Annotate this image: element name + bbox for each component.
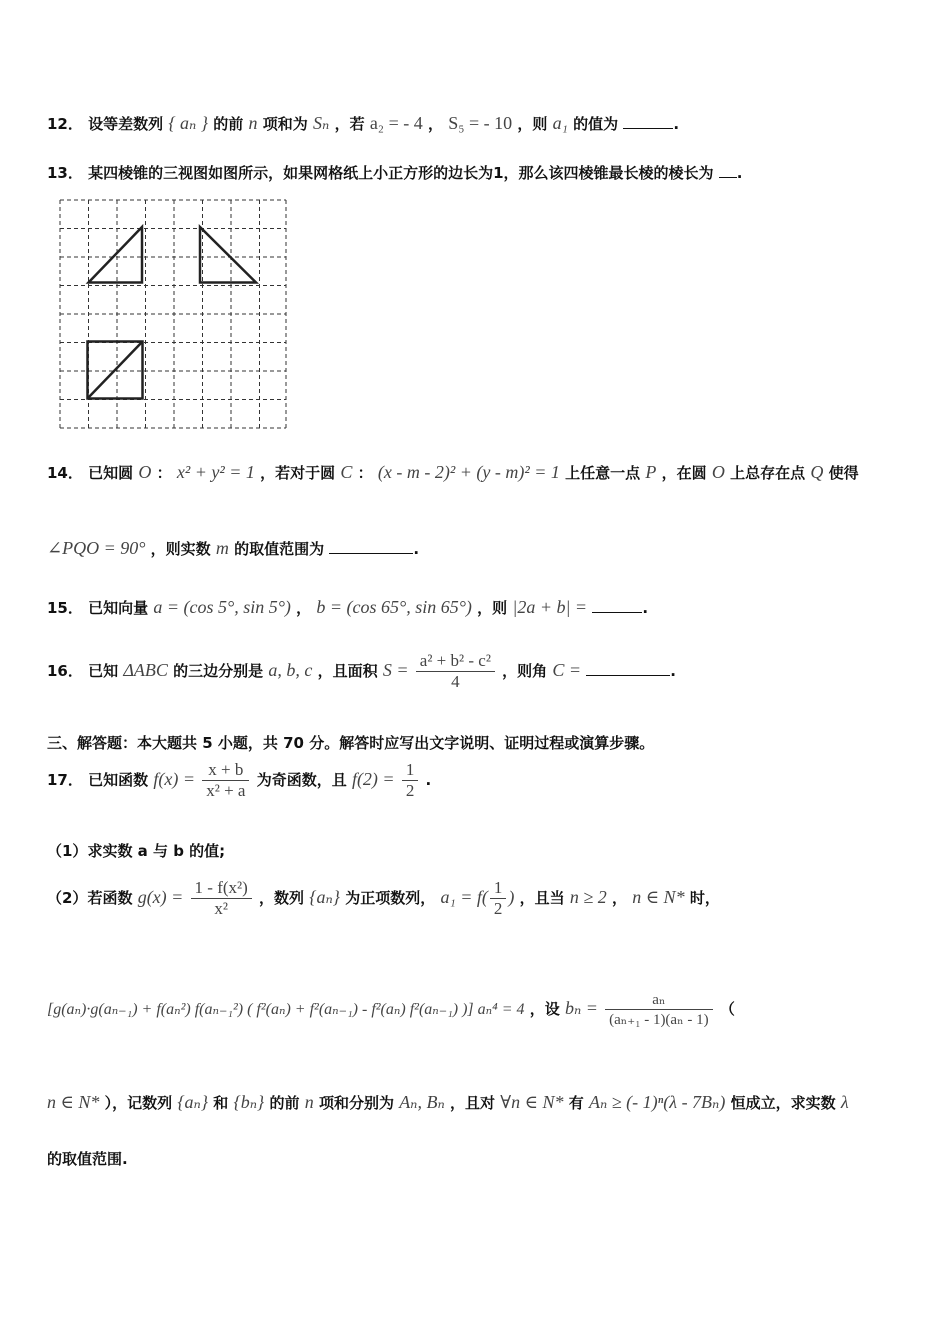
q14-end: . [413, 540, 420, 558]
q14-number: 14． [47, 464, 83, 482]
q17-sums: Aₙ, Bₙ [399, 1092, 445, 1112]
fraction-numerator: 1 - f(x²) [194, 878, 248, 897]
part-text: 项和分别为 [318, 1094, 394, 1112]
q14-text: 上总存在点 [730, 464, 806, 482]
q13-number: 13． [47, 164, 83, 182]
q12-cond-a2: a₂ = - 4 [369, 113, 423, 133]
question-14-cont [47, 538, 419, 559]
part-text: ，且对 [450, 1094, 496, 1112]
q14-circle-o-eq: x² + y² = 1 [176, 462, 255, 482]
fraction-numerator: x + b [208, 760, 244, 779]
q17-text: 为奇函数，且 [256, 771, 347, 789]
q17-a1-close: ) [508, 887, 515, 907]
part-text: 恒成立，求实数 [730, 1094, 836, 1112]
answer-blank [586, 661, 670, 676]
q15-end: . [642, 599, 649, 617]
fraction-denominator: x² + a [202, 780, 249, 801]
q17-g-fraction [191, 878, 252, 919]
part-text: ，且当 [519, 889, 565, 907]
q17-var-n: n [304, 1092, 314, 1112]
q14-text: ，若对于圆 [260, 464, 336, 482]
q14-var-o: O [711, 462, 725, 482]
q17-part-2-line-4 [47, 1148, 128, 1169]
q13-end: . [736, 164, 743, 182]
section-heading: 三、解答题：本大题共 5 小题，共 70 分。解答时应写出文字说明、证明过程或演算步骤。 [47, 734, 655, 752]
part-text: 时， [689, 889, 720, 907]
q17-a1-label: a₁ = f( [440, 887, 488, 907]
q17-a1-fraction [490, 878, 507, 919]
q17-part-2-line-3 [47, 1092, 849, 1113]
q17-seq-bn: {bₙ} [233, 1092, 265, 1112]
part-text: 求实数 a 与 b 的值; [87, 842, 226, 860]
fraction-denominator: x² [191, 898, 252, 919]
fraction-numerator: aₙ [652, 992, 666, 1008]
question-12 [47, 113, 679, 134]
part-text: 和 [213, 1094, 229, 1112]
q14-var-m: m [215, 538, 229, 558]
part-text: ， [611, 889, 627, 907]
question-14 [47, 462, 859, 483]
q16-text: 的三边分别是 [173, 662, 264, 680]
question-16 [47, 651, 676, 692]
q17-part-2-line-2 [47, 990, 735, 1029]
three-view-figure [58, 198, 288, 436]
q12-end: . [673, 115, 680, 133]
q16-number: 16． [47, 662, 83, 680]
part-text: 的前 [269, 1094, 300, 1112]
q17-f-fraction [202, 760, 249, 801]
q17-recurrence: [g(aₙ)·g(aₙ₋₁) + f(aₙ²) f(aₙ₋₁²) ( f²(aₙ) + f²(aₙ₋₁) - f²(aₙ) f²(aₙ₋₁) )] aₙ⁴ = 4 [47, 1001, 525, 1018]
part-text: ），记数列 [104, 1094, 173, 1112]
q16-angle-c: C = [552, 660, 582, 680]
q17-f2-fraction [402, 760, 419, 801]
q12-number: 12． [47, 115, 83, 133]
q17-number: 17． [47, 771, 83, 789]
q12-var-sn: Sₙ [313, 113, 330, 133]
q14-text: 的取值范围为 [234, 540, 325, 558]
q17-bn-label: bₙ = [564, 998, 598, 1018]
q17-f-label: f(x) = [153, 769, 195, 789]
q12-text: 项和为 [262, 115, 308, 133]
q14-text: 使得 [828, 464, 859, 482]
q14-text: ： [357, 464, 373, 482]
q12-var-a1: a₁ [552, 113, 568, 133]
q16-sides: a, b, c [268, 660, 313, 680]
q14-var-p: P [645, 462, 657, 482]
q15-text: ，则 [477, 599, 508, 617]
q12-text: 设等差数列 [88, 115, 164, 133]
q14-var-o: O [138, 462, 152, 482]
q17-part-1 [47, 840, 225, 861]
q14-text: ： [156, 464, 172, 482]
part-text: 的取值范围. [47, 1150, 128, 1168]
q12-cond-s5: S₅ = - 10 [448, 113, 513, 133]
top-view-diagonal [88, 342, 143, 399]
q12-text: 的前 [213, 115, 244, 133]
q17-part-2 [47, 878, 720, 919]
q12-text: ， [427, 115, 443, 133]
part-label: （2） [47, 889, 88, 907]
q17-n-in-n: n ∈ N* [47, 1092, 100, 1112]
three-view-grid [58, 198, 288, 432]
fraction-denominator: 4 [416, 671, 495, 692]
front-view-triangle [89, 227, 143, 283]
q14-text: ，在圆 [661, 464, 707, 482]
fraction-denominator: 2 [490, 898, 507, 919]
fraction-denominator: 2 [402, 780, 419, 801]
q16-text: 已知 [88, 662, 119, 680]
question-13 [47, 162, 743, 183]
answer-blank [592, 598, 642, 613]
q13-text: 某四棱锥的三视图如图所示，如果网格纸上小正方形的边长为1，那么该四棱锥最长棱的棱长为 [88, 164, 714, 182]
q14-text: ，则实数 [150, 540, 211, 558]
q15-vector-a: a = (cos 5°, sin 5°) [153, 597, 291, 617]
q17-f2-label: f(2) = [351, 769, 395, 789]
q17-bn-fraction [605, 990, 712, 1029]
q12-text: ，则 [517, 115, 548, 133]
q17-seq-an: {aₙ} [309, 887, 340, 907]
part-text: ，设 [529, 1000, 560, 1018]
part-text: ，数列 [259, 889, 305, 907]
q12-seq: { aₙ } [168, 113, 209, 133]
fraction-denominator: (aₙ₊₁ - 1)(aₙ - 1) [605, 1009, 712, 1029]
fraction-numerator: 1 [493, 878, 503, 897]
q12-var-n: n [248, 113, 258, 133]
q14-angle: ∠PQO = 90° [47, 538, 146, 558]
q12-text: 的值为 [573, 115, 619, 133]
q17-inequality: Aₙ ≥ (- 1)ⁿ(λ - 7Bₙ) [588, 1092, 726, 1112]
answer-blank [329, 539, 413, 554]
question-17 [47, 760, 431, 801]
q14-text: 已知圆 [88, 464, 134, 482]
fraction-numerator: 1 [405, 760, 415, 779]
q17-forall: ∀n ∈ N* [500, 1092, 564, 1112]
question-15 [47, 597, 648, 618]
q15-vector-b: b = (cos 65°, sin 65°) [316, 597, 472, 617]
q12-text: ，若 [334, 115, 365, 133]
q16-triangle: ΔABC [123, 660, 168, 680]
part-text: 为正项数列， [345, 889, 436, 907]
q14-circle-c-eq: (x - m - 2)² + (y - m)² = 1 [377, 462, 560, 482]
q14-var-q: Q [810, 462, 824, 482]
q17-cond: n ≥ 2 [569, 887, 607, 907]
part-text: 有 [568, 1094, 584, 1112]
part-text: 若函数 [87, 889, 133, 907]
q16-text: ，则角 [502, 662, 548, 680]
q15-text: ， [296, 599, 312, 617]
side-view-triangle [200, 227, 256, 283]
answer-blank [623, 114, 673, 129]
q16-area-label: S = [382, 660, 409, 680]
q16-area-fraction [416, 651, 495, 692]
q17-g-label: g(x) = [137, 887, 184, 907]
fraction-numerator: a² + b² - c² [419, 651, 491, 670]
q16-end: . [670, 662, 676, 680]
q15-expression: |2a + b| = [512, 597, 588, 617]
q17-lambda: λ [840, 1092, 849, 1112]
part-label: （1） [47, 842, 88, 860]
q15-number: 15． [47, 599, 83, 617]
answer-blank [719, 163, 737, 178]
q15-text: 已知向量 [88, 599, 149, 617]
grid-lines [60, 200, 286, 428]
q17-n-in-n: n ∈ N* [632, 887, 685, 907]
q16-text: ，且面积 [317, 662, 378, 680]
q17-seq-an: {aₙ} [177, 1092, 209, 1112]
q14-var-c: C [340, 462, 353, 482]
q17-end: . [425, 771, 432, 789]
part-text: （ [719, 1000, 735, 1018]
q17-text: 已知函数 [88, 771, 149, 789]
q14-text: 上任意一点 [565, 464, 641, 482]
